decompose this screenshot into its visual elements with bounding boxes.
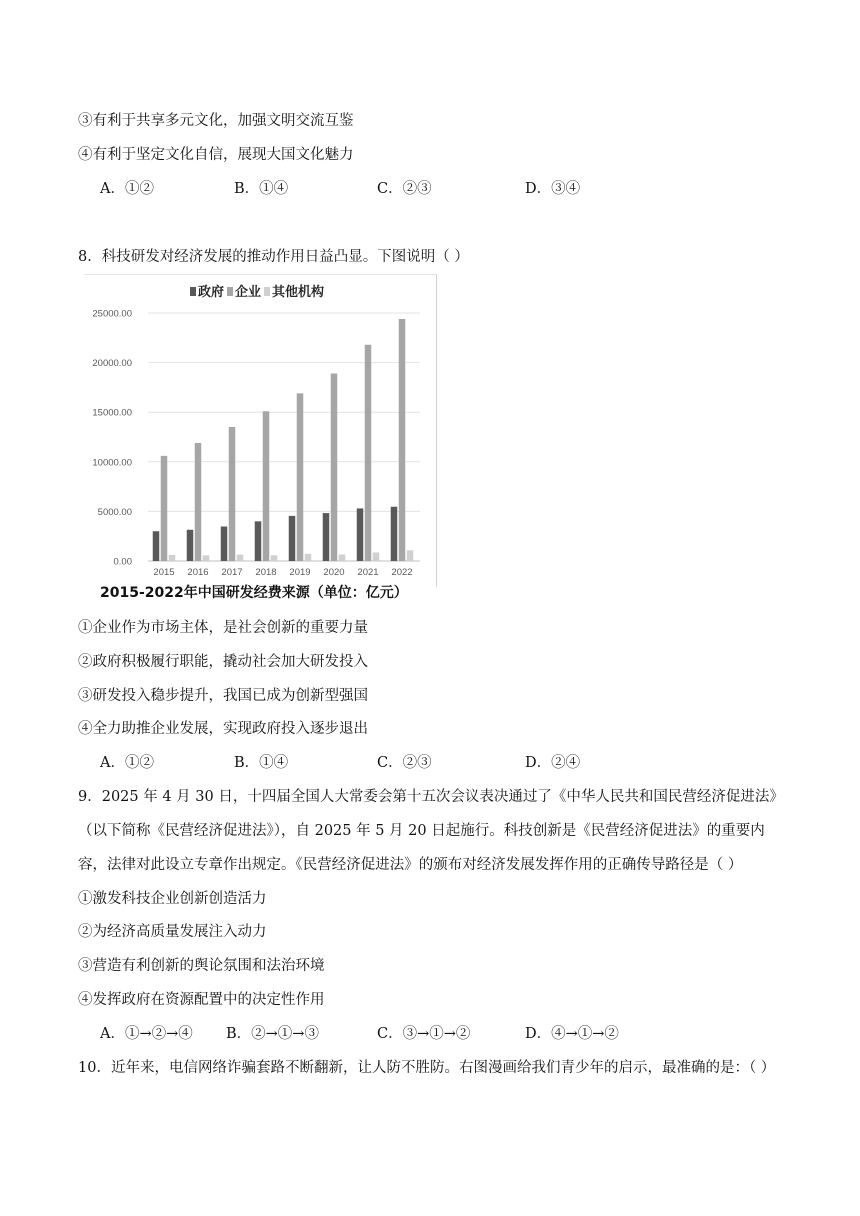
y-tick-label: 25000.00	[92, 308, 132, 320]
bar-其他机构-2018	[271, 555, 278, 561]
q9-item-3: ③营造有利创新的舆论氛围和法治环境	[78, 958, 325, 974]
q8-item-3: ③研发投入稳步提升，我国已成为创新型强国	[78, 688, 368, 704]
q9-stem-line-2: （以下简称《民营经济促进法》），自 2025 年 5 月 20 日起施行。科技创新是《民营经济促进法》的重要内	[78, 823, 765, 839]
q8-option-d[interactable]: D．②④	[525, 755, 581, 771]
bar-企业-2022	[399, 319, 406, 561]
chart-x-axis	[153, 567, 412, 578]
chart-grid	[148, 313, 420, 561]
bar-其他机构-2022	[407, 550, 414, 561]
bar-政府-2019	[289, 516, 296, 561]
chart-y-axis	[92, 309, 132, 568]
q9-item-2: ②为经济高质量发展注入动力	[78, 924, 267, 940]
legend-label: 政府	[198, 284, 225, 299]
bar-政府-2021	[357, 508, 364, 561]
x-tick-label: 2021	[357, 567, 379, 578]
q7-option-d[interactable]: D．③④	[525, 181, 581, 197]
bar-其他机构-2015	[169, 555, 176, 561]
q7-option-c[interactable]: C．②③	[377, 181, 432, 197]
legend-swatch-其他机构	[264, 287, 270, 296]
chart-caption: 2015-2022年中国研发经费来源（单位：亿元）	[100, 585, 408, 601]
bar-其他机构-2019	[305, 554, 312, 561]
q8-option-a[interactable]: A．①②	[100, 755, 154, 771]
x-tick-label: 2016	[187, 567, 209, 578]
legend-label: 其他机构	[272, 284, 325, 299]
bar-企业-2015	[161, 456, 168, 561]
q8-options	[100, 753, 580, 773]
q8-item-2: ②政府积极履行职能，撬动社会加大研发投入	[78, 654, 368, 670]
q7-options	[100, 179, 580, 199]
bar-企业-2017	[229, 427, 236, 561]
y-tick-label: 15000.00	[92, 407, 132, 419]
y-tick-label: 0.00	[113, 556, 132, 568]
x-tick-label: 2015	[153, 567, 175, 578]
bar-其他机构-2020	[339, 554, 346, 561]
q10-stem: 10．近年来，电信网络诈骗套路不断翻新，让人防不胜防。右图漫画给我们青少年的启示，最准确的是：（ ）	[78, 1060, 776, 1076]
q9-options	[100, 1024, 619, 1044]
q7-option-b[interactable]: B．①④	[234, 181, 289, 197]
chart-svg	[84, 275, 436, 587]
q9-option-a[interactable]: A．①→②→④	[100, 1026, 193, 1042]
y-tick-label: 5000.00	[97, 506, 132, 518]
x-tick-label: 2017	[221, 567, 243, 578]
bar-政府-2018	[255, 521, 262, 561]
x-tick-label: 2018	[255, 567, 277, 578]
chart-bars	[153, 319, 414, 561]
bar-企业-2018	[263, 411, 270, 561]
q7-item-3: ③有利于共享多元文化，加强文明交流互鉴	[78, 113, 354, 129]
bar-企业-2020	[331, 374, 338, 561]
q7-option-a[interactable]: A．①②	[100, 181, 154, 197]
bar-政府-2016	[187, 530, 194, 561]
chart-legend	[190, 284, 324, 299]
q8-option-c[interactable]: C．②③	[377, 755, 432, 771]
legend-swatch-企业	[227, 287, 233, 296]
q9-item-1: ①激发科技企业创新创造活力	[78, 891, 267, 907]
q8-stem: 8．科技研发对经济发展的推动作用日益凸显。下图说明（ ）	[78, 249, 469, 265]
x-tick-label: 2020	[323, 567, 345, 578]
x-tick-label: 2022	[391, 567, 413, 578]
bar-其他机构-2021	[373, 552, 380, 561]
rd-funding-chart	[84, 274, 437, 587]
bar-其他机构-2016	[203, 555, 210, 561]
bar-企业-2021	[365, 345, 372, 561]
q9-stem-line-1: 9．2025 年 4 月 30 日，十四届全国人大常委会第十五次会议表决通过了《中华人民共和国民营经济促进法》	[78, 789, 784, 805]
y-tick-label: 20000.00	[92, 358, 132, 370]
q9-option-c[interactable]: C．③→①→②	[377, 1026, 471, 1042]
q9-option-b[interactable]: B．②→①→③	[226, 1026, 319, 1042]
bar-企业-2019	[297, 393, 304, 561]
q9-item-4: ④发挥政府在资源配置中的决定性作用	[78, 992, 325, 1008]
q9-option-d[interactable]: D．④→①→②	[525, 1026, 619, 1042]
bar-企业-2016	[195, 443, 202, 561]
bar-政府-2022	[391, 507, 398, 561]
q7-item-4: ④有利于坚定文化自信，展现大国文化魅力	[78, 147, 354, 163]
bar-其他机构-2017	[237, 555, 244, 561]
bar-政府-2017	[221, 526, 228, 561]
bar-政府-2020	[323, 513, 330, 561]
q9-stem-line-3: 容，法律对此设立专章作出规定。《民营经济促进法》的颁布对经济发展发挥作用的正确传导路径是（ ）	[78, 857, 743, 873]
q8-item-1: ①企业作为市场主体，是社会创新的重要力量	[78, 620, 368, 636]
x-tick-label: 2019	[289, 567, 311, 578]
y-tick-label: 10000.00	[92, 457, 132, 469]
q8-item-4: ④全力助推企业发展，实现政府投入逐步退出	[78, 721, 368, 737]
q8-option-b[interactable]: B．①④	[234, 755, 289, 771]
bar-政府-2015	[153, 531, 160, 561]
legend-swatch-政府	[190, 287, 196, 296]
legend-label: 企业	[235, 284, 262, 299]
